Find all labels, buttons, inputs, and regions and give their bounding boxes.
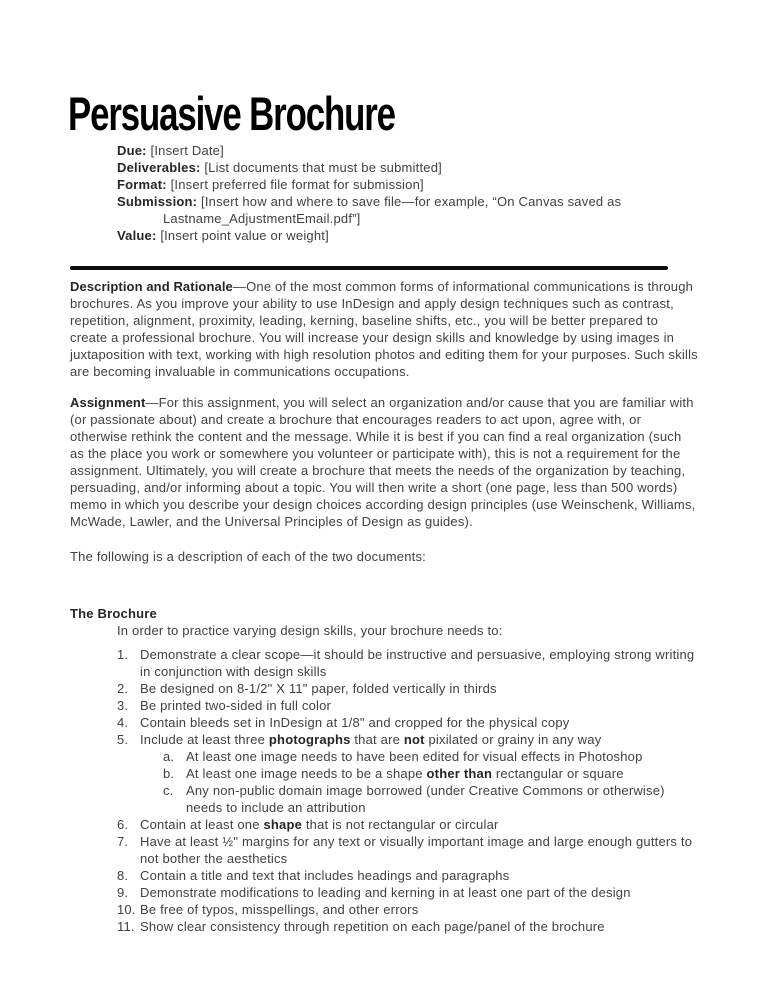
meta-label: Due: [117,143,147,158]
list-item-marker: 5. [117,732,129,747]
list-item-marker: 1. [117,647,129,662]
brochure-requirements-list [117,646,697,935]
list-item-marker: 3. [117,698,129,713]
list-item-marker: 8. [117,868,129,883]
meta-line [117,159,692,176]
meta-label: Format: [117,177,167,192]
meta-line [117,227,692,244]
list-item [117,918,697,935]
meta-line [117,193,692,227]
list-item-text: Include at least three photographs that are not pixilated or grainy in any way [140,732,602,747]
meta-value: [Insert point value or weight] [160,228,329,243]
meta-line [117,176,692,193]
list-item-marker: b. [163,766,175,781]
list-item [117,714,697,731]
list-item-text: Contain a title and text that includes headings and paragraphs [140,868,510,883]
list-item-text: Contain at least one shape that is not rectangular or circular [140,817,499,832]
list-item-marker: 11. [117,919,135,934]
list-item [117,816,697,833]
brochure-section-heading: The Brochure [70,606,157,621]
list-item [117,867,697,884]
list-item-marker: 6. [117,817,129,832]
list-item-text: Show clear consistency through repetition on each page/panel of the brochure [140,919,605,934]
meta-line [117,142,692,159]
list-item [163,765,697,782]
list-item-text: Be free of typos, misspellings, and other errors [140,902,419,917]
list-item-text: Demonstrate modifications to leading and kerning in at least one part of the design [140,885,631,900]
meta-value: [Insert preferred file format for submission] [170,177,424,192]
list-item-text: Have at least ½" margins for any text or visually important image and large enough gutters to not bother the aesthetics [140,834,693,866]
list-item-text: At least one image needs to be a shape other than rectangular or square [186,766,624,781]
list-item [117,697,697,714]
description-rationale-paragraph [70,278,698,380]
meta-value: [Insert how and where to save file—for example, “On Canvas saved as Lastname_AdjustmentEmail.pdf”] [163,194,622,226]
list-item-marker: 9. [117,885,129,900]
list-item [163,748,697,765]
description-rationale-heading: Description and Rationale [70,279,233,294]
list-item [117,901,697,918]
meta-value: [List documents that must be submitted] [204,160,442,175]
list-item-marker: 4. [117,715,129,730]
list-item [117,884,697,901]
assignment-meta-block [117,142,692,244]
list-item-text: Any non-public domain image borrowed (under Creative Commons or otherwise) needs to include an attribution [186,783,665,815]
list-item-marker: 2. [117,681,129,696]
document-title: Persuasive Brochure [68,87,395,140]
list-item [117,731,697,748]
meta-label: Submission: [117,194,198,209]
list-item-text: Contain bleeds set in InDesign at 1/8" and cropped for the physical copy [140,715,570,730]
list-item-text: At least one image needs to have been edited for visual effects in Photoshop [186,749,643,764]
description-rationale-body: —One of the most common forms of informational communications is through brochures. As you improve your ability to use InDesign and apply design techniques such as contrast, repetition, alignment, proximity, leading, kerning, baseline shifts, etc., you will be better prepared to create a professional brochure. You will increase your design skills and knowledge by using images in juxtaposition with text, working with high resolution photos and editing them for your purposes. Such skills are becoming invaluable in communications occupations. [70,279,698,379]
meta-label: Value: [117,228,157,243]
list-item [163,782,697,816]
assignment-body: —For this assignment, you will select an organization and/or cause that you are familiar with (or passionate about) and create a brochure that encourages readers to act upon, agree with, or otherwise rethink the content and the message. While it is best if you can find a real organization (such as the place you work or somewhere you volunteer or participate with), this is not a requirement for the assignment. Ultimately, you will create a brochure that meets the needs of the organization by teaching, persuading, and/or informing about a topic. You will then write a short (one page, less than 500 words) memo in which you describe your design choices according design principles (use Weinschenk, Williams, McWade, Lawler, and the Universal Principles of Design as guides). [70,395,696,529]
intro-line: The following is a description of each of the two documents: [70,549,426,564]
brochure-lead-line: In order to practice varying design skills, your brochure needs to: [117,623,503,638]
list-item-marker: 10. [117,902,136,917]
list-item-text: Be designed on 8-1/2" X 11" paper, folded vertically in thirds [140,681,497,696]
assignment-paragraph [70,394,698,530]
list-item-text: Demonstrate a clear scope—it should be instructive and persuasive, employing strong writing in conjunction with design skills [140,647,695,679]
list-item [117,646,697,680]
list-item [117,680,697,697]
meta-label: Deliverables: [117,160,201,175]
meta-value: [Insert Date] [150,143,224,158]
section-divider-rule [70,266,668,270]
assignment-heading: Assignment [70,395,146,410]
list-item-marker: c. [163,783,174,798]
list-item-marker: 7. [117,834,129,849]
list-item-text: Be printed two-sided in full color [140,698,332,713]
list-item [117,833,697,867]
list-item-marker: a. [163,749,175,764]
